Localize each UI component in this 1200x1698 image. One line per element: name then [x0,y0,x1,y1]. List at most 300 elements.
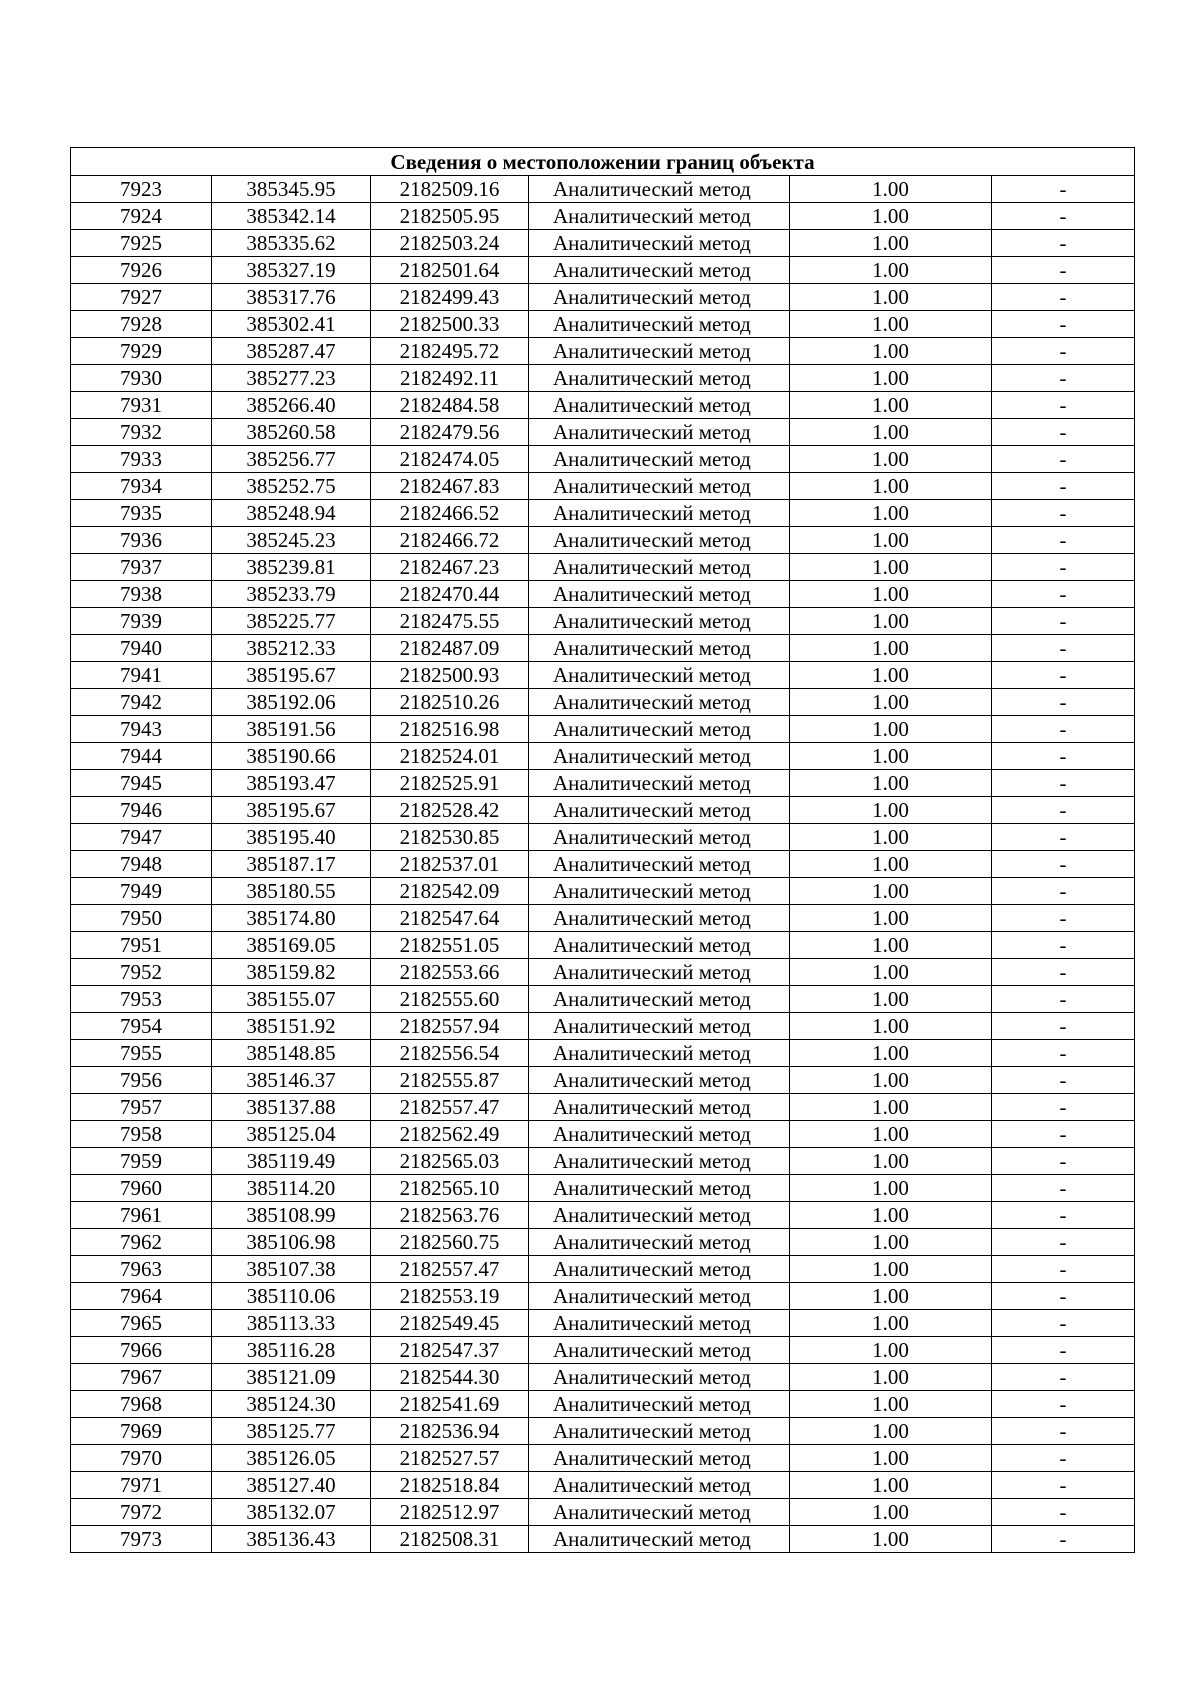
y-coordinate-cell: 2182495.72 [371,338,529,365]
method-cell: Аналитический метод [529,473,790,500]
accuracy-cell: 1.00 [790,1499,992,1526]
point-number-cell: 7938 [71,581,212,608]
note-cell: - [992,1229,1135,1256]
x-coordinate-cell: 385239.81 [212,554,371,581]
table-row [71,959,1135,986]
method-cell: Аналитический метод [529,230,790,257]
point-number-cell: 7968 [71,1391,212,1418]
point-number-cell: 7964 [71,1283,212,1310]
table-row [71,1337,1135,1364]
accuracy-cell: 1.00 [790,1310,992,1337]
accuracy-cell: 1.00 [790,392,992,419]
accuracy-cell: 1.00 [790,1067,992,1094]
table-row [71,689,1135,716]
y-coordinate-cell: 2182470.44 [371,581,529,608]
table-row [71,797,1135,824]
method-cell: Аналитический метод [529,1526,790,1553]
x-coordinate-cell: 385125.04 [212,1121,371,1148]
point-number-cell: 7969 [71,1418,212,1445]
note-cell: - [992,446,1135,473]
table-row [71,176,1135,203]
note-cell: - [992,284,1135,311]
x-coordinate-cell: 385116.28 [212,1337,371,1364]
accuracy-cell: 1.00 [790,1121,992,1148]
accuracy-cell: 1.00 [790,1229,992,1256]
table-row [71,230,1135,257]
y-coordinate-cell: 2182505.95 [371,203,529,230]
accuracy-cell: 1.00 [790,338,992,365]
table-row [71,608,1135,635]
x-coordinate-cell: 385252.75 [212,473,371,500]
x-coordinate-cell: 385287.47 [212,338,371,365]
note-cell: - [992,608,1135,635]
y-coordinate-cell: 2182557.47 [371,1256,529,1283]
point-number-cell: 7951 [71,932,212,959]
table-row [71,500,1135,527]
accuracy-cell: 1.00 [790,635,992,662]
accuracy-cell: 1.00 [790,1040,992,1067]
y-coordinate-cell: 2182557.47 [371,1094,529,1121]
table-row [71,581,1135,608]
note-cell: - [992,1175,1135,1202]
accuracy-cell: 1.00 [790,716,992,743]
table-row [71,1040,1135,1067]
table-row [71,635,1135,662]
method-cell: Аналитический метод [529,770,790,797]
accuracy-cell: 1.00 [790,1391,992,1418]
table-row [71,1418,1135,1445]
accuracy-cell: 1.00 [790,959,992,986]
table-title-row [71,148,1135,176]
accuracy-cell: 1.00 [790,284,992,311]
y-coordinate-cell: 2182556.54 [371,1040,529,1067]
point-number-cell: 7972 [71,1499,212,1526]
x-coordinate-cell: 385317.76 [212,284,371,311]
x-coordinate-cell: 385169.05 [212,932,371,959]
note-cell: - [992,554,1135,581]
method-cell: Аналитический метод [529,1445,790,1472]
method-cell: Аналитический метод [529,1364,790,1391]
table-row [71,851,1135,878]
accuracy-cell: 1.00 [790,1472,992,1499]
point-number-cell: 7943 [71,716,212,743]
accuracy-cell: 1.00 [790,257,992,284]
method-cell: Аналитический метод [529,1202,790,1229]
x-coordinate-cell: 385245.23 [212,527,371,554]
note-cell: - [992,1202,1135,1229]
method-cell: Аналитический метод [529,1175,790,1202]
method-cell: Аналитический метод [529,419,790,446]
table-row [71,392,1135,419]
point-number-cell: 7973 [71,1526,212,1553]
table-row [71,932,1135,959]
point-number-cell: 7952 [71,959,212,986]
note-cell: - [992,1310,1135,1337]
note-cell: - [992,176,1135,203]
method-cell: Аналитический метод [529,284,790,311]
note-cell: - [992,743,1135,770]
point-number-cell: 7949 [71,878,212,905]
method-cell: Аналитический метод [529,716,790,743]
x-coordinate-cell: 385107.38 [212,1256,371,1283]
accuracy-cell: 1.00 [790,905,992,932]
point-number-cell: 7942 [71,689,212,716]
point-number-cell: 7954 [71,1013,212,1040]
note-cell: - [992,527,1135,554]
x-coordinate-cell: 385127.40 [212,1472,371,1499]
note-cell: - [992,257,1135,284]
table-title: Сведения о местоположении границ объекта [71,148,1135,176]
note-cell: - [992,1040,1135,1067]
table-row [71,554,1135,581]
table-row [71,1391,1135,1418]
table-row [71,203,1135,230]
method-cell: Аналитический метод [529,176,790,203]
accuracy-cell: 1.00 [790,1094,992,1121]
note-cell: - [992,716,1135,743]
note-cell: - [992,662,1135,689]
table-row [71,365,1135,392]
table-row [71,419,1135,446]
method-cell: Аналитический метод [529,797,790,824]
note-cell: - [992,1499,1135,1526]
point-number-cell: 7936 [71,527,212,554]
y-coordinate-cell: 2182479.56 [371,419,529,446]
accuracy-cell: 1.00 [790,1013,992,1040]
method-cell: Аналитический метод [529,1067,790,1094]
accuracy-cell: 1.00 [790,176,992,203]
point-number-cell: 7958 [71,1121,212,1148]
method-cell: Аналитический метод [529,1391,790,1418]
note-cell: - [992,230,1135,257]
x-coordinate-cell: 385106.98 [212,1229,371,1256]
x-coordinate-cell: 385159.82 [212,959,371,986]
table-row [71,1499,1135,1526]
point-number-cell: 7950 [71,905,212,932]
x-coordinate-cell: 385125.77 [212,1418,371,1445]
x-coordinate-cell: 385233.79 [212,581,371,608]
y-coordinate-cell: 2182560.75 [371,1229,529,1256]
y-coordinate-cell: 2182509.16 [371,176,529,203]
accuracy-cell: 1.00 [790,446,992,473]
table-row [71,770,1135,797]
point-number-cell: 7962 [71,1229,212,1256]
accuracy-cell: 1.00 [790,770,992,797]
y-coordinate-cell: 2182551.05 [371,932,529,959]
method-cell: Аналитический метод [529,689,790,716]
point-number-cell: 7946 [71,797,212,824]
y-coordinate-cell: 2182466.72 [371,527,529,554]
y-coordinate-cell: 2182536.94 [371,1418,529,1445]
y-coordinate-cell: 2182500.33 [371,311,529,338]
table-row [71,1175,1135,1202]
point-number-cell: 7930 [71,365,212,392]
method-cell: Аналитический метод [529,311,790,338]
x-coordinate-cell: 385155.07 [212,986,371,1013]
method-cell: Аналитический метод [529,608,790,635]
method-cell: Аналитический метод [529,1256,790,1283]
y-coordinate-cell: 2182549.45 [371,1310,529,1337]
point-number-cell: 7948 [71,851,212,878]
point-number-cell: 7923 [71,176,212,203]
note-cell: - [992,581,1135,608]
y-coordinate-cell: 2182527.57 [371,1445,529,1472]
method-cell: Аналитический метод [529,338,790,365]
point-number-cell: 7925 [71,230,212,257]
table-row [71,824,1135,851]
note-cell: - [992,905,1135,932]
table-row [71,1445,1135,1472]
point-number-cell: 7934 [71,473,212,500]
accuracy-cell: 1.00 [790,1283,992,1310]
x-coordinate-cell: 385342.14 [212,203,371,230]
point-number-cell: 7955 [71,1040,212,1067]
x-coordinate-cell: 385327.19 [212,257,371,284]
y-coordinate-cell: 2182553.66 [371,959,529,986]
y-coordinate-cell: 2182557.94 [371,1013,529,1040]
method-cell: Аналитический метод [529,932,790,959]
accuracy-cell: 1.00 [790,1418,992,1445]
x-coordinate-cell: 385126.05 [212,1445,371,1472]
method-cell: Аналитический метод [529,959,790,986]
y-coordinate-cell: 2182487.09 [371,635,529,662]
method-cell: Аналитический метод [529,500,790,527]
table-row [71,1364,1135,1391]
accuracy-cell: 1.00 [790,1202,992,1229]
point-number-cell: 7967 [71,1364,212,1391]
note-cell: - [992,500,1135,527]
method-cell: Аналитический метод [529,527,790,554]
note-cell: - [992,338,1135,365]
note-cell: - [992,1013,1135,1040]
note-cell: - [992,797,1135,824]
point-number-cell: 7963 [71,1256,212,1283]
table-row [71,527,1135,554]
table-row [71,473,1135,500]
note-cell: - [992,932,1135,959]
point-number-cell: 7961 [71,1202,212,1229]
method-cell: Аналитический метод [529,257,790,284]
y-coordinate-cell: 2182525.91 [371,770,529,797]
point-number-cell: 7931 [71,392,212,419]
method-cell: Аналитический метод [529,1094,790,1121]
note-cell: - [992,878,1135,905]
y-coordinate-cell: 2182565.03 [371,1148,529,1175]
table-row [71,1472,1135,1499]
point-number-cell: 7935 [71,500,212,527]
note-cell: - [992,1256,1135,1283]
accuracy-cell: 1.00 [790,1364,992,1391]
point-number-cell: 7927 [71,284,212,311]
point-number-cell: 7932 [71,419,212,446]
note-cell: - [992,851,1135,878]
x-coordinate-cell: 385108.99 [212,1202,371,1229]
x-coordinate-cell: 385113.33 [212,1310,371,1337]
x-coordinate-cell: 385137.88 [212,1094,371,1121]
x-coordinate-cell: 385195.67 [212,797,371,824]
y-coordinate-cell: 2182541.69 [371,1391,529,1418]
x-coordinate-cell: 385256.77 [212,446,371,473]
x-coordinate-cell: 385121.09 [212,1364,371,1391]
table-row [71,1283,1135,1310]
x-coordinate-cell: 385248.94 [212,500,371,527]
table-row [71,1526,1135,1553]
accuracy-cell: 1.00 [790,554,992,581]
table-row [71,311,1135,338]
x-coordinate-cell: 385260.58 [212,419,371,446]
accuracy-cell: 1.00 [790,743,992,770]
note-cell: - [992,1445,1135,1472]
x-coordinate-cell: 385190.66 [212,743,371,770]
boundary-coordinates-table [70,147,1135,1553]
note-cell: - [992,1148,1135,1175]
table-row [71,878,1135,905]
method-cell: Аналитический метод [529,743,790,770]
table-row [71,446,1135,473]
method-cell: Аналитический метод [529,1040,790,1067]
y-coordinate-cell: 2182555.60 [371,986,529,1013]
x-coordinate-cell: 385119.49 [212,1148,371,1175]
table-row [71,662,1135,689]
accuracy-cell: 1.00 [790,878,992,905]
y-coordinate-cell: 2182553.19 [371,1283,529,1310]
point-number-cell: 7939 [71,608,212,635]
accuracy-cell: 1.00 [790,230,992,257]
note-cell: - [992,1067,1135,1094]
method-cell: Аналитический метод [529,635,790,662]
accuracy-cell: 1.00 [790,932,992,959]
table-row [71,338,1135,365]
x-coordinate-cell: 385345.95 [212,176,371,203]
point-number-cell: 7945 [71,770,212,797]
point-number-cell: 7929 [71,338,212,365]
table-row [71,743,1135,770]
accuracy-cell: 1.00 [790,608,992,635]
x-coordinate-cell: 385146.37 [212,1067,371,1094]
y-coordinate-cell: 2182501.64 [371,257,529,284]
method-cell: Аналитический метод [529,878,790,905]
y-coordinate-cell: 2182544.30 [371,1364,529,1391]
point-number-cell: 7937 [71,554,212,581]
y-coordinate-cell: 2182565.10 [371,1175,529,1202]
y-coordinate-cell: 2182466.52 [371,500,529,527]
note-cell: - [992,1526,1135,1553]
table-row [71,1013,1135,1040]
table-row [71,716,1135,743]
y-coordinate-cell: 2182537.01 [371,851,529,878]
accuracy-cell: 1.00 [790,419,992,446]
point-number-cell: 7956 [71,1067,212,1094]
x-coordinate-cell: 385151.92 [212,1013,371,1040]
y-coordinate-cell: 2182528.42 [371,797,529,824]
table-row [71,1148,1135,1175]
method-cell: Аналитический метод [529,662,790,689]
note-cell: - [992,1391,1135,1418]
method-cell: Аналитический метод [529,581,790,608]
accuracy-cell: 1.00 [790,500,992,527]
accuracy-cell: 1.00 [790,365,992,392]
point-number-cell: 7970 [71,1445,212,1472]
note-cell: - [992,689,1135,716]
method-cell: Аналитический метод [529,392,790,419]
y-coordinate-cell: 2182467.83 [371,473,529,500]
y-coordinate-cell: 2182516.98 [371,716,529,743]
method-cell: Аналитический метод [529,986,790,1013]
method-cell: Аналитический метод [529,1283,790,1310]
method-cell: Аналитический метод [529,1418,790,1445]
y-coordinate-cell: 2182563.76 [371,1202,529,1229]
x-coordinate-cell: 385136.43 [212,1526,371,1553]
y-coordinate-cell: 2182524.01 [371,743,529,770]
accuracy-cell: 1.00 [790,311,992,338]
table-row [71,284,1135,311]
method-cell: Аналитический метод [529,1121,790,1148]
y-coordinate-cell: 2182547.64 [371,905,529,932]
y-coordinate-cell: 2182500.93 [371,662,529,689]
x-coordinate-cell: 385192.06 [212,689,371,716]
x-coordinate-cell: 385335.62 [212,230,371,257]
x-coordinate-cell: 385174.80 [212,905,371,932]
accuracy-cell: 1.00 [790,581,992,608]
y-coordinate-cell: 2182467.23 [371,554,529,581]
accuracy-cell: 1.00 [790,1175,992,1202]
note-cell: - [992,635,1135,662]
table-row [71,986,1135,1013]
y-coordinate-cell: 2182492.11 [371,365,529,392]
point-number-cell: 7957 [71,1094,212,1121]
table-row [71,1256,1135,1283]
point-number-cell: 7966 [71,1337,212,1364]
x-coordinate-cell: 385225.77 [212,608,371,635]
method-cell: Аналитический метод [529,1310,790,1337]
method-cell: Аналитический метод [529,446,790,473]
table-body [71,176,1135,1553]
accuracy-cell: 1.00 [790,1337,992,1364]
y-coordinate-cell: 2182474.05 [371,446,529,473]
x-coordinate-cell: 385124.30 [212,1391,371,1418]
table-row [71,1121,1135,1148]
x-coordinate-cell: 385180.55 [212,878,371,905]
note-cell: - [992,1094,1135,1121]
note-cell: - [992,1121,1135,1148]
method-cell: Аналитический метод [529,1472,790,1499]
y-coordinate-cell: 2182499.43 [371,284,529,311]
accuracy-cell: 1.00 [790,473,992,500]
table-row [71,1094,1135,1121]
accuracy-cell: 1.00 [790,662,992,689]
point-number-cell: 7928 [71,311,212,338]
accuracy-cell: 1.00 [790,689,992,716]
method-cell: Аналитический метод [529,1229,790,1256]
x-coordinate-cell: 385110.06 [212,1283,371,1310]
table-row [71,1229,1135,1256]
accuracy-cell: 1.00 [790,824,992,851]
accuracy-cell: 1.00 [790,527,992,554]
y-coordinate-cell: 2182530.85 [371,824,529,851]
y-coordinate-cell: 2182510.26 [371,689,529,716]
y-coordinate-cell: 2182555.87 [371,1067,529,1094]
point-number-cell: 7944 [71,743,212,770]
accuracy-cell: 1.00 [790,1256,992,1283]
method-cell: Аналитический метод [529,1337,790,1364]
method-cell: Аналитический метод [529,824,790,851]
accuracy-cell: 1.00 [790,203,992,230]
y-coordinate-cell: 2182503.24 [371,230,529,257]
method-cell: Аналитический метод [529,851,790,878]
method-cell: Аналитический метод [529,1148,790,1175]
note-cell: - [992,986,1135,1013]
accuracy-cell: 1.00 [790,1526,992,1553]
